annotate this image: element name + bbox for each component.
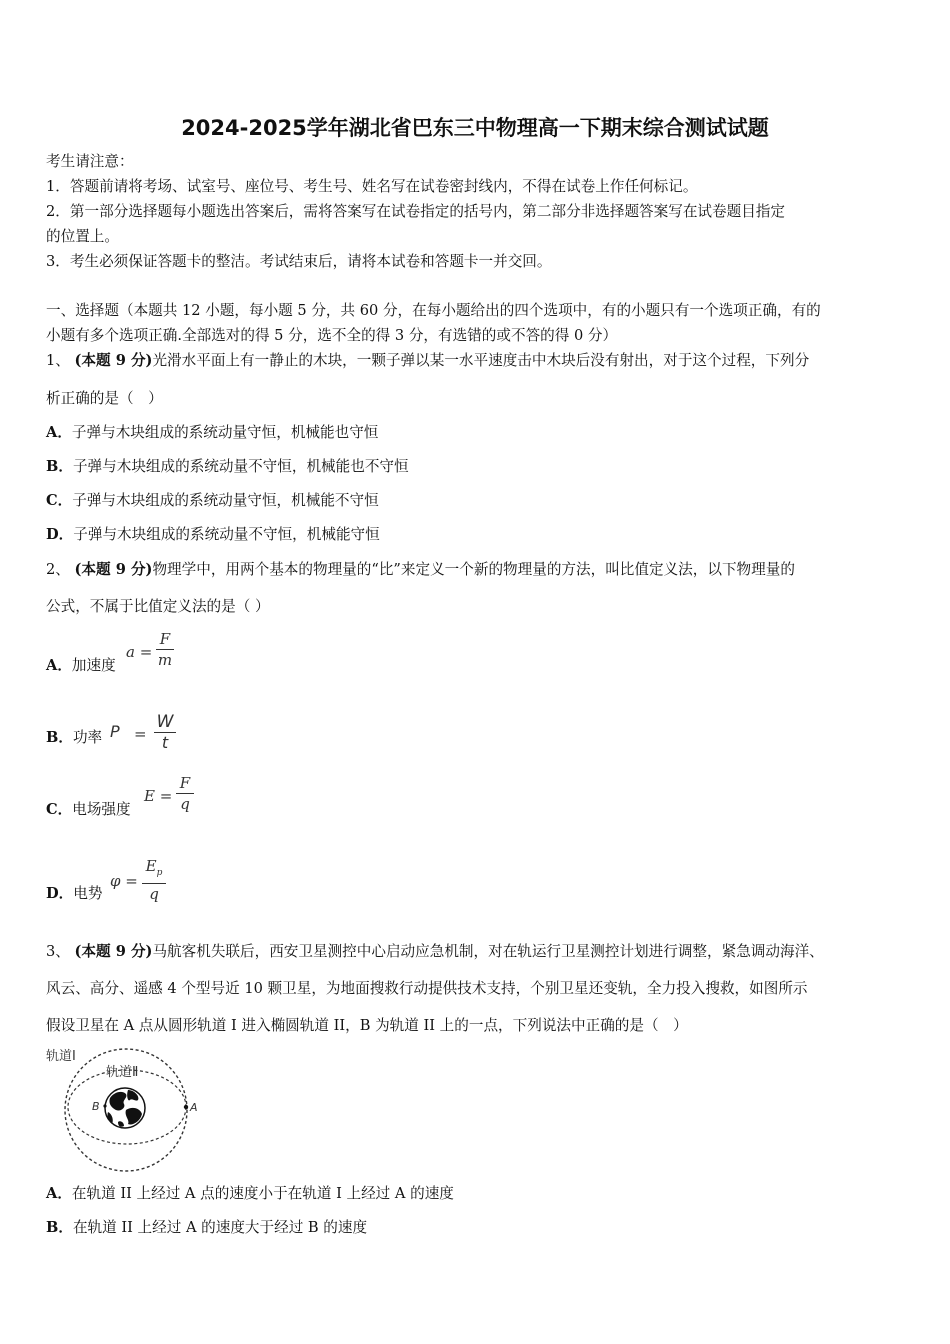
option-text: 子弹与木块组成的系统动量守恒，机械能不守恒	[72, 492, 379, 509]
option-label: A．	[46, 657, 72, 674]
option-label: B．	[46, 729, 73, 746]
section-instructions: 一、选择题（本题共 12 小题，每小题 5 分，共 60 分，在每小题给出的四个选项中，有的小题只有一个选项正确，有的	[46, 302, 821, 319]
option-c[interactable]	[46, 491, 379, 511]
formula-lhs: φ =	[110, 872, 138, 890]
option-label: D．	[46, 885, 74, 902]
orbit-1-label: 轨道Ⅰ	[46, 1049, 76, 1064]
question-text: 假设卫星在 A 点从圆形轨道 I 进入椭圆轨道 II，B 为轨道 II 上的一点，下列说法中正确的是（ ）	[46, 1017, 688, 1034]
question-text: 公式，不属于比值定义法的是（ ）	[46, 598, 270, 615]
option-d[interactable]	[46, 884, 102, 904]
orbit-diagram	[40, 1042, 220, 1174]
option-a[interactable]	[46, 423, 378, 443]
notice-item: 1．答题前请将考场、试室号、座位号、考生号、姓名写在试卷密封线内，不得在试卷上作任何标记。	[46, 178, 698, 195]
notice-heading: 考生请注意：	[46, 153, 134, 170]
point-b-marker	[103, 1104, 106, 1107]
option-label: A．	[46, 424, 72, 441]
point-b-label: B	[92, 1100, 100, 1113]
option-text: 子弹与木块组成的系统动量守恒，机械能也守恒	[71, 424, 379, 441]
formula-equals: =	[134, 725, 147, 743]
option-label: B．	[46, 458, 73, 475]
point-a-label: A	[190, 1101, 198, 1114]
formula-fraction: F q	[176, 774, 194, 813]
formula-fraction: F m	[157, 630, 173, 669]
option-text: 功率	[72, 729, 103, 746]
option-label: B．	[46, 1219, 73, 1236]
option-text: 加速度	[71, 657, 116, 674]
formula-fraction: $E_p$ q	[142, 857, 166, 903]
option-label: D．	[46, 526, 74, 543]
question-number: 1、	[46, 352, 70, 369]
question-text: 物理学中，用两个基本的物理量的“比”来定义一个新的物理量的方法，叫比值定义法，以下物理量的	[152, 561, 795, 578]
notice-item: 3．考生必须保证答题卡的整洁。考试结束后，请将本试卷和答题卡一并交回。	[46, 253, 552, 270]
option-b[interactable]	[46, 457, 409, 477]
option-text: 子弹与木块组成的系统动量不守恒，机械能也不守恒	[72, 458, 409, 475]
option-label: C．	[46, 492, 73, 509]
question-text: 马航客机失联后，西安卫星测控中心启动应急机制，对在轨运行卫星测控计划进行调整，紧急调动海洋、	[152, 943, 824, 960]
option-a[interactable]	[46, 656, 116, 676]
orbit-2-label: 轨道Ⅱ	[106, 1065, 139, 1080]
question-points: (本题 9 分)	[74, 352, 153, 369]
question-3	[46, 942, 824, 962]
formula-fraction: W t	[154, 713, 176, 752]
option-text: 电场强度	[72, 801, 131, 818]
option-c[interactable]	[46, 800, 131, 820]
option-label: C．	[46, 801, 73, 818]
option-a[interactable]	[46, 1184, 454, 1204]
formula-lhs: E =	[144, 787, 173, 805]
earth-icon	[105, 1088, 145, 1128]
notice-item: 的位置上。	[46, 228, 119, 245]
formula-lhs: P	[110, 722, 120, 741]
formula-lhs: a =	[126, 643, 153, 661]
option-text: 在轨道 II 上经过 A 的速度大于经过 B 的速度	[72, 1219, 368, 1236]
option-text: 子弹与木块组成的系统动量不守恒，机械能守恒	[73, 526, 380, 543]
question-text: 析正确的是（ ）	[46, 390, 163, 407]
question-text: 光滑水平面上有一静止的木块，一颗子弹以某一水平速度击中木块后没有射出，对于这个过程，下列分	[152, 352, 810, 369]
option-text: 电势	[73, 885, 103, 902]
section-instructions: 小题有多个选项正确.全部选对的得 5 分，选不全的得 3 分，有选错的或不答的得 0 分）	[46, 327, 618, 344]
question-text: 风云、高分、遥感 4 个型号近 10 颗卫星，为地面搜救行动提供技术支持，个别卫星还变轨，全力投入搜救，如图所示	[46, 980, 808, 997]
option-d[interactable]	[46, 525, 380, 545]
page-title: 2024-2025学年湖北省巴东三中物理高一下期末综合测试试题	[181, 116, 769, 140]
question-points: (本题 9 分)	[74, 943, 153, 960]
option-b[interactable]	[46, 728, 102, 748]
question-points: (本题 9 分)	[74, 561, 153, 578]
question-number: 3、	[46, 943, 70, 960]
notice-item: 2．第一部分选择题每小题选出答案后，需将答案写在试卷指定的括号内，第二部分非选择题答案写在试卷题目指定	[46, 203, 785, 220]
point-a-marker	[184, 1105, 188, 1109]
option-label: A．	[46, 1185, 72, 1202]
question-1	[46, 351, 809, 371]
option-b[interactable]	[46, 1218, 367, 1238]
question-2	[46, 560, 795, 580]
question-number: 2、	[46, 561, 70, 578]
option-text: 在轨道 II 上经过 A 点的速度小于在轨道 I 上经过 A 的速度	[71, 1185, 454, 1202]
